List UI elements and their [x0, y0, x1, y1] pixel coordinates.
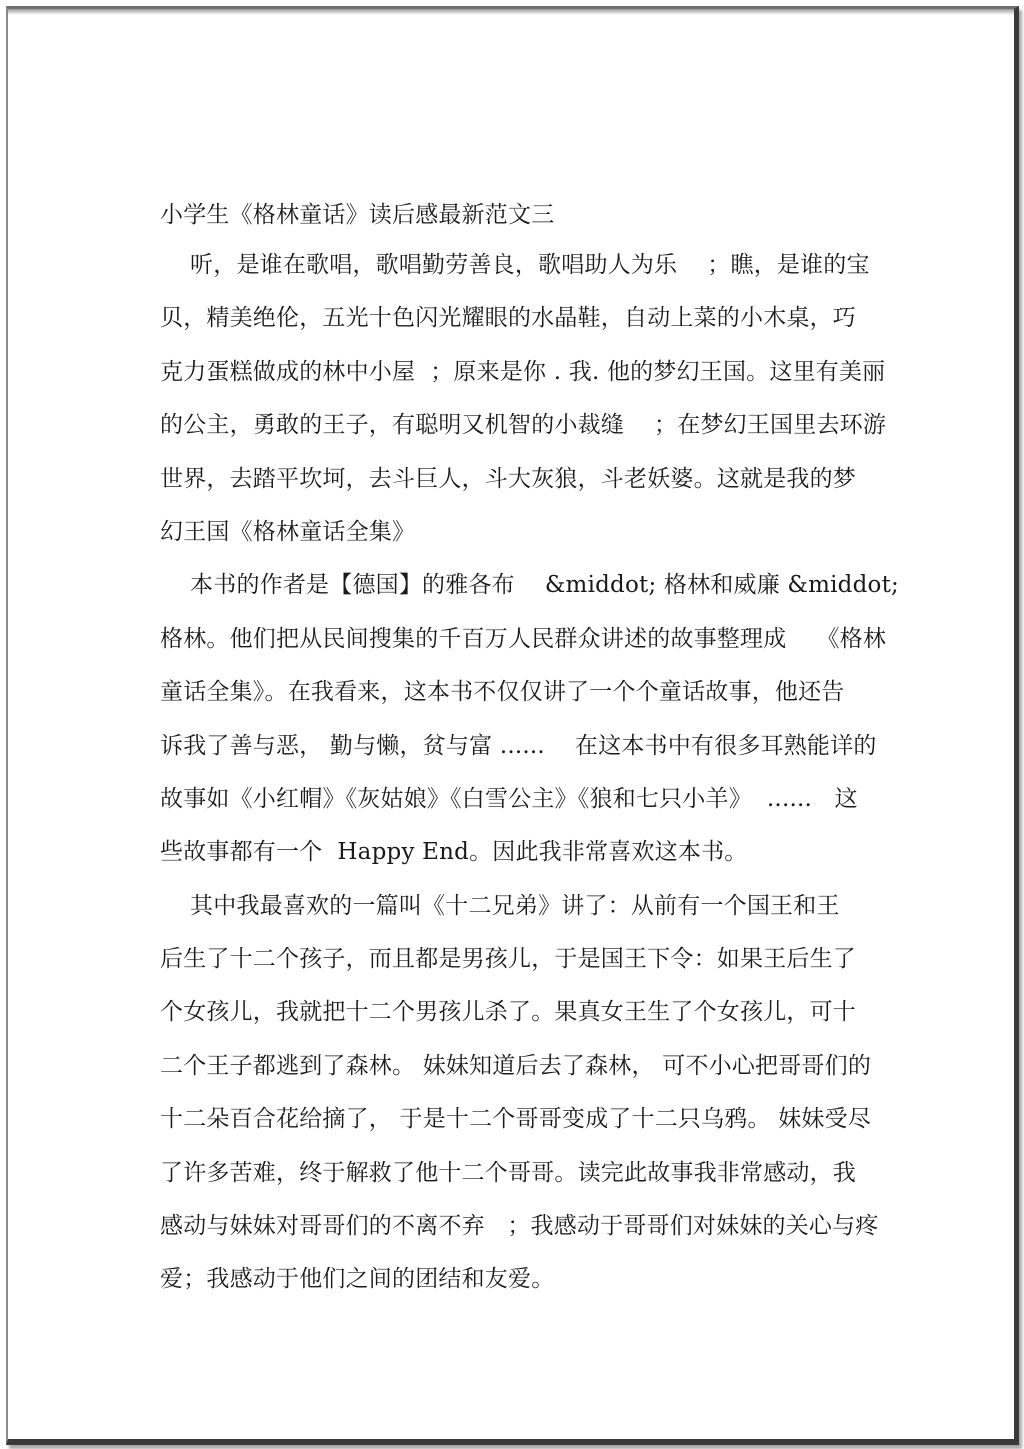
document-title: 小学生《格林童话》读后感最新范文三: [160, 202, 555, 228]
document-body: [160, 191, 899, 1307]
text-line: 其中我最喜欢的一篇叫《十二兄弟》讲了：从前有一个国王和王: [160, 892, 840, 919]
document-page: [6, 6, 1019, 1445]
text-line: 世界，去踏平坎坷，去斗巨人，斗大灰狼，斗老妖婆。这就是我的梦: [160, 465, 856, 492]
text-line: 童话全集》。在我看来，这本书不仅仅讲了一个个童话故事，他还告: [160, 679, 845, 706]
text-line: 幻王国《格林童话全集》: [160, 518, 416, 545]
text-line: 个女孩儿，我就把十二个男孩儿杀了。果真女王生了个女孩儿，可十: [160, 999, 856, 1026]
text-line: 感动与妹妹对哥哥们的不离不弃 ；我感动于哥哥们对妹妹的关心与疼: [160, 1213, 879, 1240]
text-line: 二个王子都逃到了森林。 妹妹知道后去了森林， 可不小心把哥哥们的: [160, 1052, 872, 1079]
text-line: 些故事都有一个 Happy End。因此我非常喜欢这本书。: [160, 839, 748, 866]
text-line: 本书的作者是【德国】的雅各布 &middot; 格林和威廉 &middot;: [160, 572, 899, 599]
text-line: 格林。他们把从民间搜集的千百万人民群众讲述的故事整理成 《格林: [160, 625, 887, 652]
text-line: 贝，精美绝伦，五光十色闪光耀眼的水晶鞋，自动上菜的小木桌，巧: [160, 305, 856, 332]
text-line: 爱；我感动于他们之间的团结和友爱。: [160, 1266, 555, 1293]
text-line: 听，是谁在歌唱，歌唱勤劳善良，歌唱助人为乐 ；瞧，是谁的宝: [160, 252, 870, 278]
text-line: 了许多苦难，终于解救了他十二个哥哥。读完此故事我非常感动，我: [160, 1159, 856, 1186]
text-line: 后生了十二个孩子，而且都是男孩儿，于是国王下令：如果王后生了: [160, 946, 856, 973]
text-line: 十二朵百合花给摘了， 于是十二个哥哥变成了十二只乌鸦。 妹妹受尽: [160, 1106, 872, 1133]
text-line: 诉我了善与恶， 勤与懒，贫与富 ...... 在这本书中有很多耳熟能详的: [160, 732, 877, 759]
text-line: 故事如《小红帽》《灰姑娘》《白雪公主》《狼和七只小羊》 ...... 这: [160, 785, 858, 812]
text-line: 的公主，勇敢的王子，有聪明又机智的小裁缝 ；在梦幻王国里去环游: [160, 412, 887, 439]
text-line: 克力蛋糕做成的林中小屋 ；原来是你 . 我. 他的梦幻王国。这里有美丽: [160, 358, 886, 385]
